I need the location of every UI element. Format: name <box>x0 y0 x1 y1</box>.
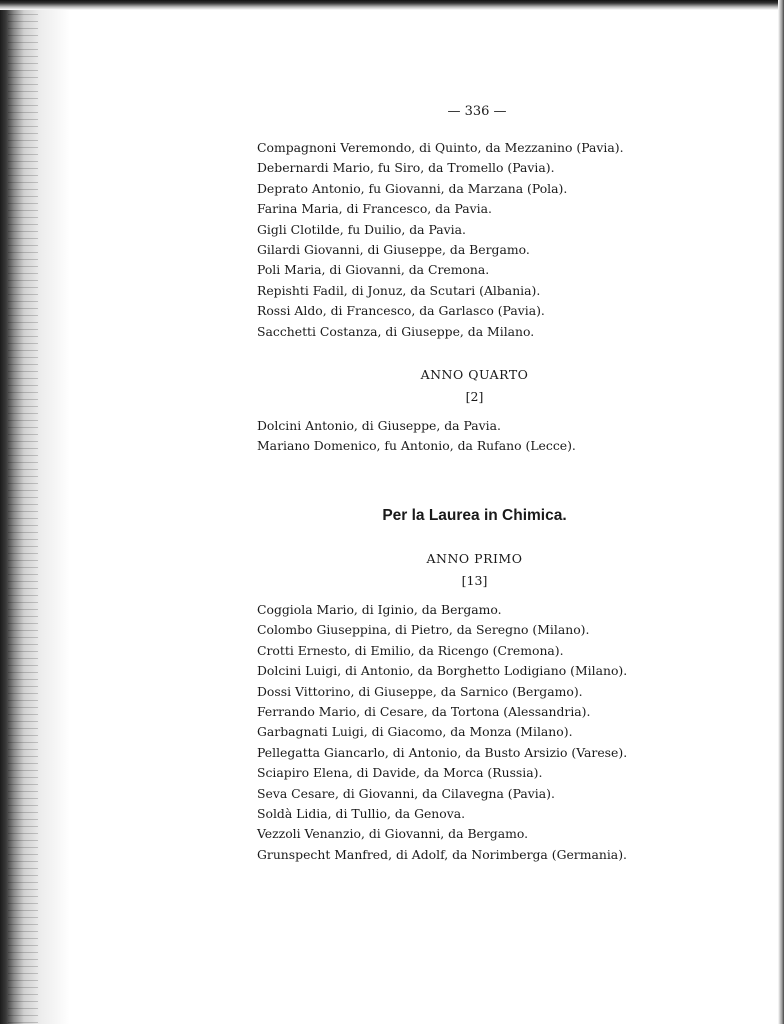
list-item: Crotti Ernesto, di Emilio, da Ricengo (Cremona). <box>257 642 564 658</box>
student-count-anno-primo: [13] <box>461 573 488 588</box>
list-item: Pellegatta Giancarlo, di Antonio, da Busto Arsizio (Varese). <box>257 744 628 760</box>
student-list-continued <box>257 138 624 342</box>
list-item: Garbagnati Luigi, di Giacomo, da Monza (Milano). <box>257 724 573 740</box>
list-item: Vezzoli Venanzio, di Giovanni, da Bergamo. <box>257 826 529 842</box>
list-item: Dolcini Luigi, di Antonio, da Borghetto Lodigiano (Milano). <box>257 663 628 679</box>
list-item: Seva Cesare, di Giovanni, da Cilavegna (Pavia). <box>257 785 555 801</box>
list-item: Farina Maria, di Francesco, da Pavia. <box>257 201 492 217</box>
list-item: Deprato Antonio, fu Giovanni, da Marzana (Pola). <box>257 180 568 196</box>
page-number: — 336 — <box>447 104 507 119</box>
student-list-anno-quarto <box>257 416 576 457</box>
list-item: Repishti Fadil, di Jonuz, da Scutari (Albania). <box>257 282 541 298</box>
section-title-chimica: Per la Laurea in Chimica. <box>382 507 567 524</box>
list-item: Grunspecht Manfred, di Adolf, da Norimberga (Germania). <box>257 846 627 862</box>
list-item: Mariano Domenico, fu Antonio, da Rufano (Lecce). <box>257 438 576 454</box>
student-count-anno-quarto: [2] <box>465 389 484 404</box>
list-item: Sciapiro Elena, di Davide, da Morca (Russia). <box>257 765 543 781</box>
list-item: Coggiola Mario, di Iginio, da Bergamo. <box>257 602 502 617</box>
list-item: Debernardi Mario, fu Siro, da Tromello (Pavia). <box>257 160 555 176</box>
list-item: Poli Maria, di Giovanni, da Cremona. <box>257 262 490 278</box>
list-item: Colombo Giuseppina, di Pietro, da Seregno (Milano). <box>257 622 590 638</box>
list-item: Soldà Lidia, di Tullio, da Genova. <box>257 806 466 822</box>
list-item: Sacchetti Costanza, di Giuseppe, da Milano. <box>257 323 535 339</box>
year-heading-anno-primo: ANNO PRIMO <box>426 551 523 566</box>
list-item: Compagnoni Veremondo, di Quinto, da Mezzanino (Pavia). <box>257 140 624 155</box>
student-list-anno-primo <box>257 600 627 865</box>
list-item: Dossi Vittorino, di Giuseppe, da Sarnico (Bergamo). <box>257 683 583 699</box>
list-item: Gigli Clotilde, fu Duilio, da Pavia. <box>257 221 466 237</box>
list-item: Dolcini Antonio, di Giuseppe, da Pavia. <box>257 418 501 433</box>
list-item: Rossi Aldo, di Francesco, da Garlasco (Pavia). <box>257 303 545 319</box>
list-item: Gilardi Giovanni, di Giuseppe, da Bergamo. <box>257 242 530 258</box>
page-top-edge <box>0 0 784 10</box>
year-heading-anno-quarto: ANNO QUARTO <box>420 367 529 382</box>
list-item: Ferrando Mario, di Cesare, da Tortona (Alessandria). <box>257 704 591 720</box>
